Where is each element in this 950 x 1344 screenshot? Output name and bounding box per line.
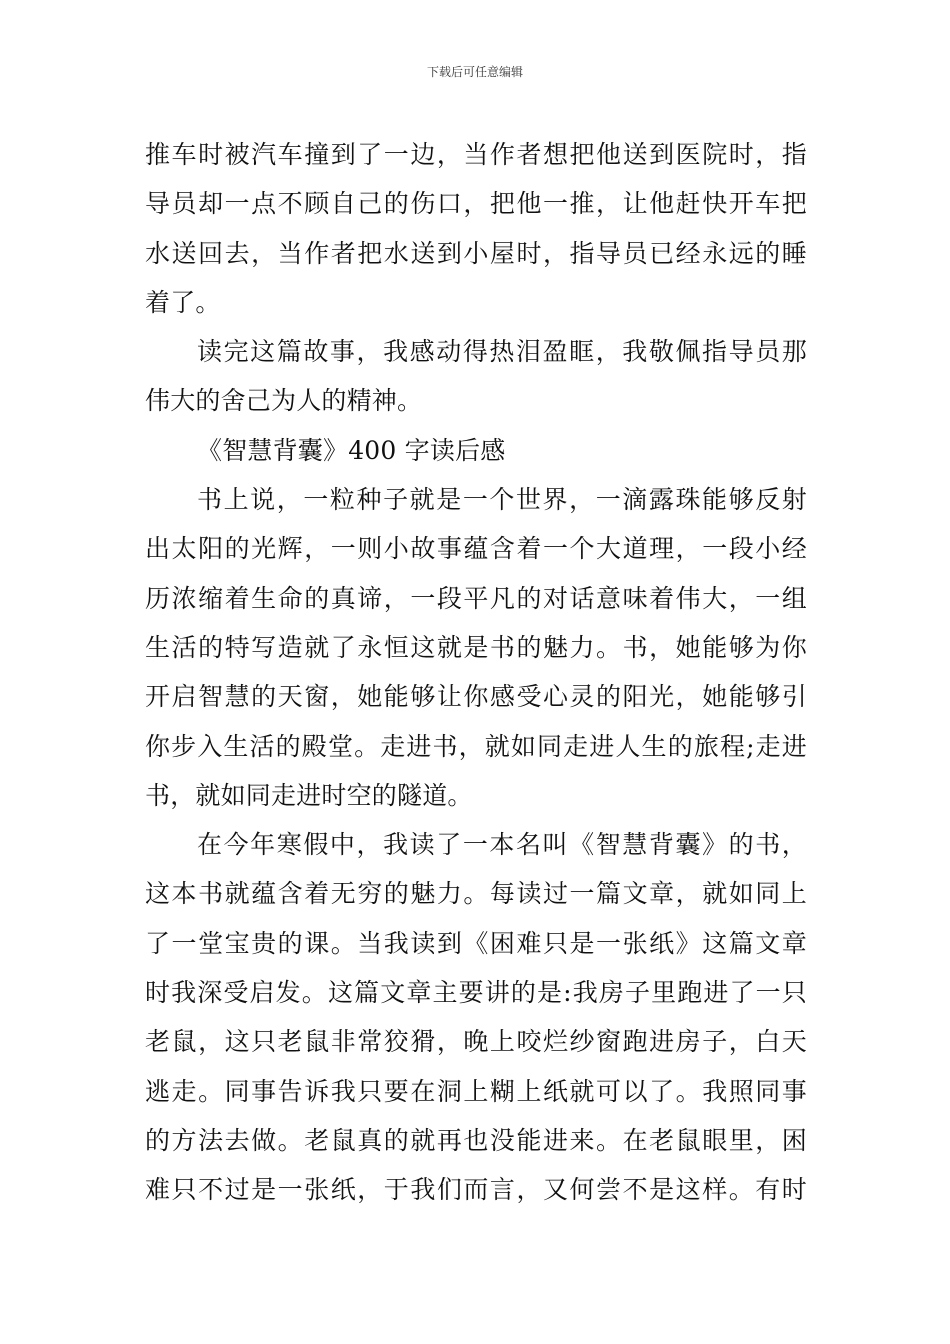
text-line: 时我深受启发。这篇文章主要讲的是:我房子里跑进了一只 (145, 978, 807, 1008)
page-header: 下载后可任意编辑 (426, 65, 523, 79)
section-title (145, 426, 807, 475)
text-line: 读完这篇故事，我感动得热泪盈眶，我敬佩指导员那 (197, 337, 807, 367)
text-line: 出太阳的光辉，一则小故事蕴含着一个大道理，一段小经 (145, 534, 807, 564)
text-line: 难只不过是一张纸，于我们而言，又何尝不是这样。有时 (145, 1175, 807, 1205)
paragraph (145, 820, 807, 1214)
title-line: 《智慧背囊》400 字读后感 (197, 435, 506, 465)
text-line: 历浓缩着生命的真谛，一段平凡的对话意味着伟大，一组 (145, 583, 807, 613)
text-line: 的方法去做。老鼠真的就再也没能进来。在老鼠眼里，困 (145, 1125, 807, 1155)
text-line: 开启智慧的天窗，她能够让你感受心灵的阳光，她能够引 (145, 682, 807, 712)
text-line: 着了。 (145, 287, 221, 317)
text-line: 了一堂宝贵的课。当我读到《困难只是一张纸》这篇文章 (145, 928, 807, 958)
text-line: 书，就如同走进时空的隧道。 (145, 780, 473, 810)
text-line: 老鼠，这只老鼠非常狡猾，晚上咬烂纱窗跑进房子，白天 (145, 1027, 807, 1057)
text-line: 水送回去，当作者把水送到小屋时，指导员已经永远的睡 (145, 238, 807, 268)
text-line: 推车时被汽车撞到了一边，当作者想把他送到医院时，指 (145, 140, 807, 169)
text-line: 你步入生活的殿堂。走进书，就如同走进人生的旅程;走进 (145, 731, 807, 761)
text-line: 在今年寒假中，我读了一本名叫《智慧背囊》的书， (197, 830, 807, 860)
document-body (145, 130, 807, 1215)
text-line: 书上说，一粒种子就是一个世界，一滴露珠能够反射 (197, 485, 807, 515)
paragraph (145, 327, 807, 426)
text-line: 生活的特写造就了永恒这就是书的魅力。书，她能够为你 (145, 632, 807, 662)
text-line: 伟大的舍己为人的精神。 (145, 386, 423, 416)
text-line: 导员却一点不顾自己的伤口，把他一推，让他赶快开车把 (145, 189, 807, 219)
paragraph (145, 130, 807, 327)
text-line: 逃走。同事告诉我只要在洞上糊上纸就可以了。我照同事 (145, 1076, 807, 1106)
paragraph (145, 475, 807, 820)
text-line: 这本书就蕴含着无穷的魅力。每读过一篇文章，就如同上 (145, 879, 807, 909)
